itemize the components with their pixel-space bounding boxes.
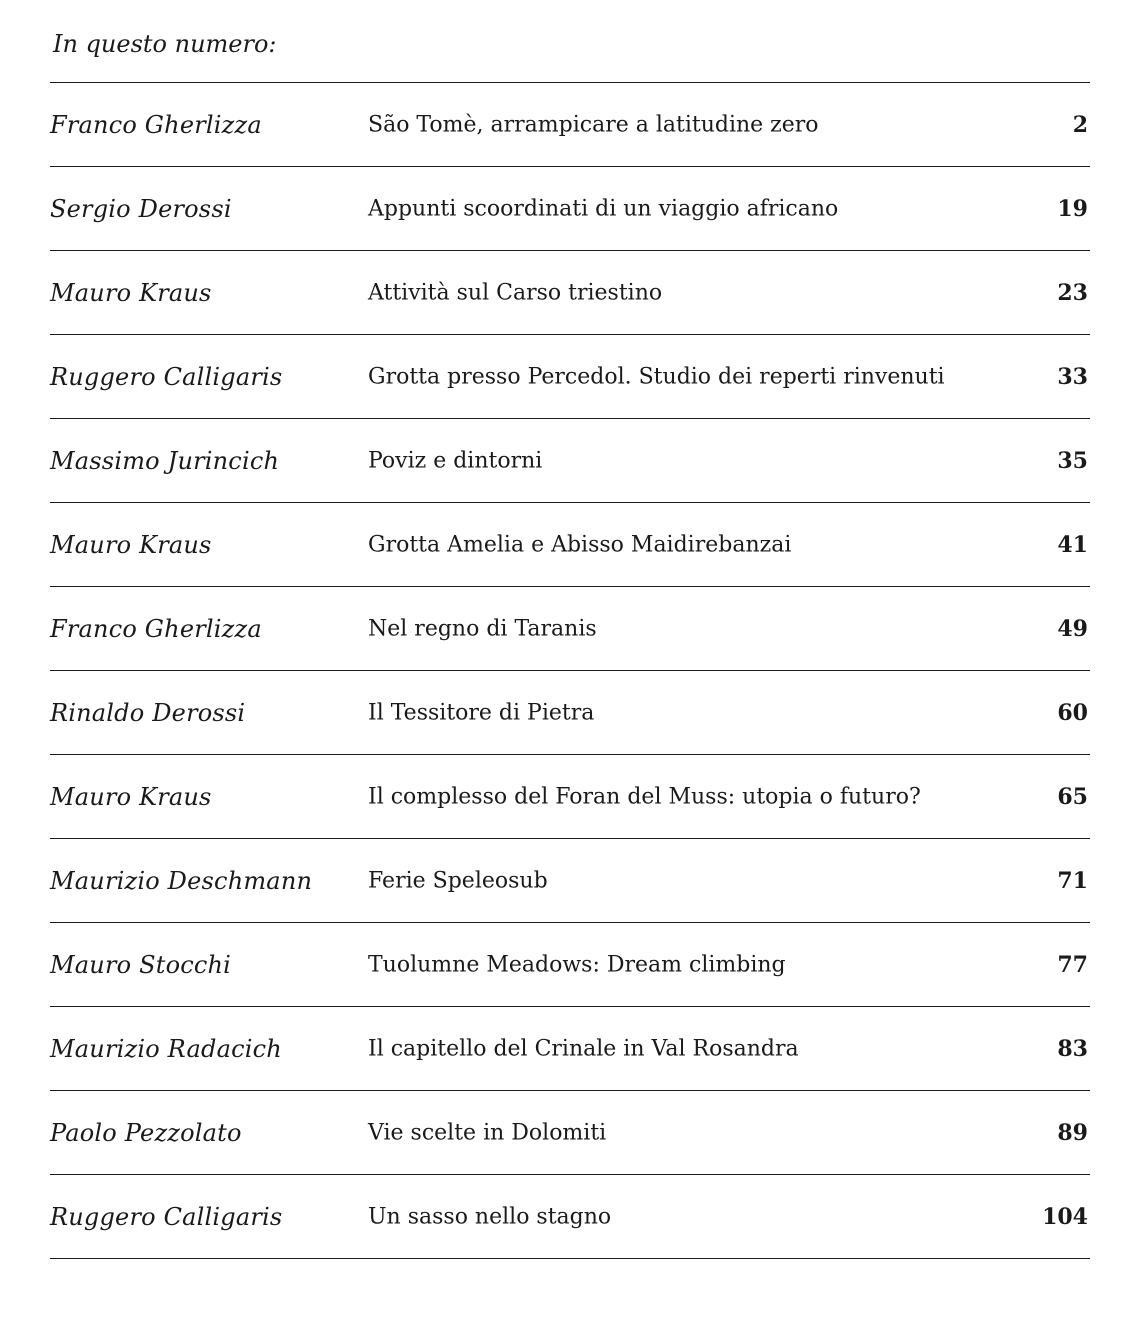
entry-page-number: 71: [1057, 867, 1088, 894]
entry-title[interactable]: Grotta presso Percedol. Studio dei reperti rinvenuti: [368, 364, 945, 389]
toc-entry[interactable]: [50, 83, 1090, 166]
entry-title[interactable]: Il Tessitore di Pietra: [368, 700, 595, 725]
entry-page-number: 77: [1057, 951, 1088, 978]
entry-title[interactable]: Attività sul Carso triestino: [368, 280, 663, 305]
entry-page-number: 35: [1057, 447, 1088, 474]
toc-heading: In questo numero:: [53, 30, 277, 58]
entry-author: Mauro Kraus: [50, 782, 212, 811]
entry-page-number: 23: [1057, 279, 1088, 306]
entry-author: Franco Gherlizza: [50, 110, 262, 139]
entry-author: Rinaldo Derossi: [50, 698, 246, 727]
entry-page-number: 41: [1057, 531, 1088, 558]
entry-author: Massimo Jurincich: [50, 446, 280, 475]
entry-title[interactable]: Tuolumne Meadows: Dream climbing: [368, 952, 786, 977]
entry-title[interactable]: Vie scelte in Dolomiti: [368, 1120, 607, 1145]
entry-author: Maurizio Radacich: [50, 1034, 282, 1063]
toc-entry[interactable]: [50, 923, 1090, 1006]
entry-title[interactable]: Un sasso nello stagno: [368, 1204, 612, 1229]
entry-page-number: 2: [1072, 111, 1088, 138]
entry-page-number: 49: [1057, 615, 1088, 642]
entry-title[interactable]: Il complesso del Foran del Muss: utopia o futuro?: [368, 784, 921, 809]
toc-entry[interactable]: [50, 335, 1090, 418]
entry-author: Maurizio Deschmann: [50, 866, 313, 895]
entry-title[interactable]: Nel regno di Taranis: [368, 616, 597, 641]
entry-author: Ruggero Calligaris: [50, 362, 283, 391]
entry-author: Paolo Pezzolato: [50, 1118, 242, 1147]
entry-author: Mauro Kraus: [50, 530, 212, 559]
entry-author: Mauro Kraus: [50, 278, 212, 307]
entry-title[interactable]: São Tomè, arrampicare a latitudine zero: [368, 112, 819, 137]
toc-entry[interactable]: [50, 671, 1090, 754]
toc-entry[interactable]: [50, 587, 1090, 670]
entry-page-number: 89: [1057, 1119, 1088, 1146]
entry-title[interactable]: Grotta Amelia e Abisso Maidirebanzai: [368, 532, 792, 557]
divider: [50, 1258, 1090, 1259]
toc-entry[interactable]: [50, 1007, 1090, 1090]
entry-title[interactable]: Il capitello del Crinale in Val Rosandra: [368, 1036, 799, 1061]
toc-list: [50, 82, 1090, 1259]
entry-author: Sergio Derossi: [50, 194, 232, 223]
toc-entry[interactable]: [50, 1175, 1090, 1258]
entry-title[interactable]: Poviz e dintorni: [368, 448, 543, 473]
entry-title[interactable]: Appunti scoordinati di un viaggio africano: [368, 196, 839, 221]
entry-page-number: 65: [1057, 783, 1088, 810]
toc-entry[interactable]: [50, 251, 1090, 334]
toc-entry[interactable]: [50, 503, 1090, 586]
entry-author: Franco Gherlizza: [50, 614, 262, 643]
entry-page-number: 60: [1057, 699, 1088, 726]
toc-entry[interactable]: [50, 167, 1090, 250]
entry-page-number: 33: [1057, 363, 1088, 390]
toc-entry[interactable]: [50, 1091, 1090, 1174]
entry-page-number: 83: [1057, 1035, 1088, 1062]
toc-entry[interactable]: [50, 839, 1090, 922]
toc-entry[interactable]: [50, 755, 1090, 838]
entry-author: Mauro Stocchi: [50, 950, 232, 979]
entry-title[interactable]: Ferie Speleosub: [368, 868, 548, 893]
entry-page-number: 19: [1057, 195, 1088, 222]
entry-author: Ruggero Calligaris: [50, 1202, 283, 1231]
toc-entry[interactable]: [50, 419, 1090, 502]
entry-page-number: 104: [1042, 1203, 1088, 1230]
